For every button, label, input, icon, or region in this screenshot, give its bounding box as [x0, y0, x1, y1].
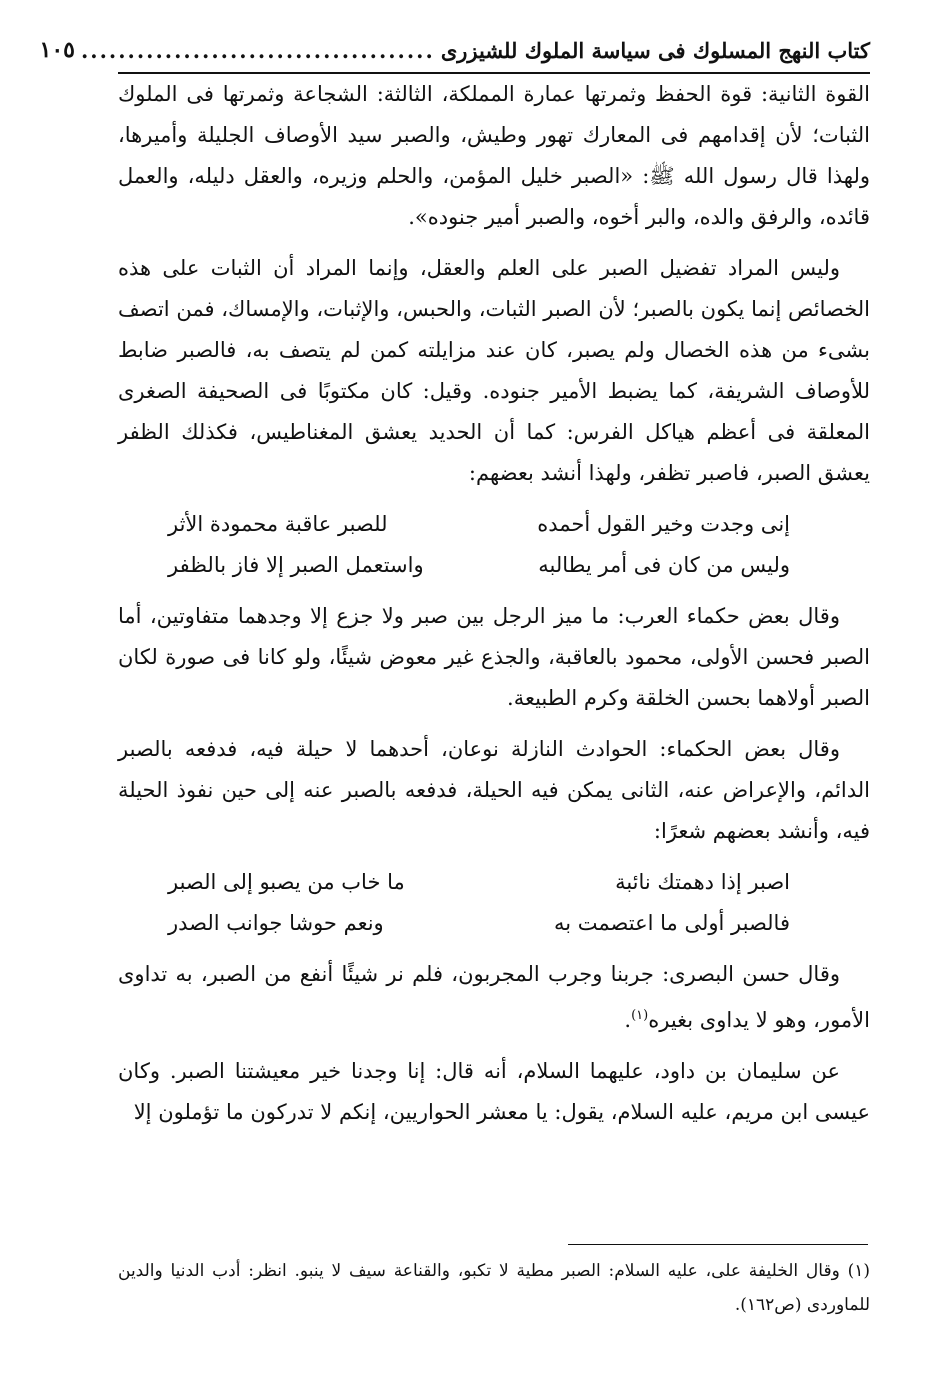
paragraph: وليس المراد تفضيل الصبر على العلم والعقل، وإنما المراد أن الثبات على هذه الخصائص إنما يكون بالصبر؛ لأن الصبر الثبات، والحبس، والإثبات، والإمساك، فمن اتصف بشىء من هذه الخصال ولم يصبر، كان عند مزايلته كمن لم يتصف به، فالصبر ضابط للأوصاف الشريفة، كما يضبط الأمير جنوده. وقيل: كان مكتوبًا فى الصحيفة الصغرى المعلقة فى أعظم هياكل الفرس: كما أن الحديد يعشق المغناطيس، فكذلك الظفر يعشق الصبر، فاصبر تظفر، ولهذا أنشد بعضهم:	[118, 256, 870, 485]
poem	[118, 504, 870, 586]
page-number: ١٠٥	[39, 37, 75, 63]
poem	[118, 862, 870, 944]
running-header	[39, 28, 870, 74]
poem-verse	[118, 903, 870, 944]
verse-second-hemistich: ونعم حوشا جوانب الصدر	[168, 911, 384, 935]
verse-first-hemistich: وليس من كان فى أمر يطالبه	[538, 553, 790, 577]
footnote-marker: (١)	[631, 1008, 649, 1023]
verse-second-hemistich: ما خاب من يصبو إلى الصبر	[168, 870, 405, 894]
paragraph-text: وقال حسن البصرى: جربنا وجرب المجربون، فلم نر شيئًا أنفع من الصبر، به تداوى الأمور، وهو لا يداوى بغيره	[118, 962, 870, 1032]
verse-second-hemistich: واستعمل الصبر إلا فاز بالظفر	[168, 553, 424, 577]
paragraph: وقال بعض الحكماء: الحوادث النازلة نوعان، أحدهما لا حيلة فيه، فدفعه بالصبر الدائم، والإعراض عنه، الثانى يمكن فيه الحيلة، فدفعه بالصبر عنه إلى حين نفوذ الحيلة فيه، وأنشد بعضهم شعرًا:	[118, 737, 870, 843]
book-title: كتاب النهج المسلوك فى سياسة الملوك للشيزرى	[440, 37, 870, 63]
paragraph: وقال بعض حكماء العرب: ما ميز الرجل بين صبر ولا جزع إلا وجدهما متفاوتين، أما الصبر فحسن الأولى، محمود بالعاقبة، والجذع غير معوض شيئًا، ولو كانا فى صورة لكان الصبر أولاهما بحسن الخلقة وكرم الطبيعة.	[118, 604, 870, 710]
paragraph: عن سليمان بن داود، عليهما السلام، أنه قال: إنا وجدنا خير معيشتنا الصبر. وكان عيسى ابن مريم، عليه السلام، يقول: يا معشر الحواريين، إنكم لا تدركون ما تؤملون إلا	[118, 1059, 870, 1124]
footnote-divider	[568, 1244, 868, 1245]
footnote: (١) وقال الخليفة على، عليه السلام: الصبر مطية لا تكبو، والقناعة سيف لا ينبو. انظر: أدب الدنيا والدين للماوردى (ص١٦٢).	[118, 1261, 870, 1315]
poem-verse	[118, 862, 870, 903]
verse-first-hemistich: إنى وجدت وخير القول أحمده	[537, 512, 790, 536]
poem-verse	[118, 504, 870, 545]
poem-verse	[118, 545, 870, 586]
verse-first-hemistich: فالصبر أولى ما اعتصمت به	[554, 911, 790, 935]
page-body	[118, 74, 870, 1143]
paragraph: القوة الثانية: قوة الحفظ وثمرتها عمارة المملكة، الثالثة: الشجاعة وثمرتها فى الملوك الثبات؛ لأن إقدامهم فى المعارك تهور وطيش، والصبر سيد الأوصاف الجليلة وأميرها، ولهذا قال رسول الله ﷺ: «الصبر خليل المؤمن، والحلم وزيره، والعقل دليله، والعمل قائده، والرفق والده، والبر أخوه، والصبر أمير جنوده».	[118, 82, 870, 229]
paragraph: وقال حسن البصرى: جربنا وجرب المجربون، فلم نر شيئًا أنفع من الصبر، به تداوى الأمور، وهو لا يداوى بغيره$^{(١)}$.	[118, 962, 870, 1032]
verse-first-hemistich: اصبر إذا دهمتك نائبة	[615, 870, 790, 894]
header-leader-dots: ......................................	[80, 37, 435, 63]
verse-second-hemistich: للصبر عاقبة محمودة الأثر	[168, 512, 388, 536]
